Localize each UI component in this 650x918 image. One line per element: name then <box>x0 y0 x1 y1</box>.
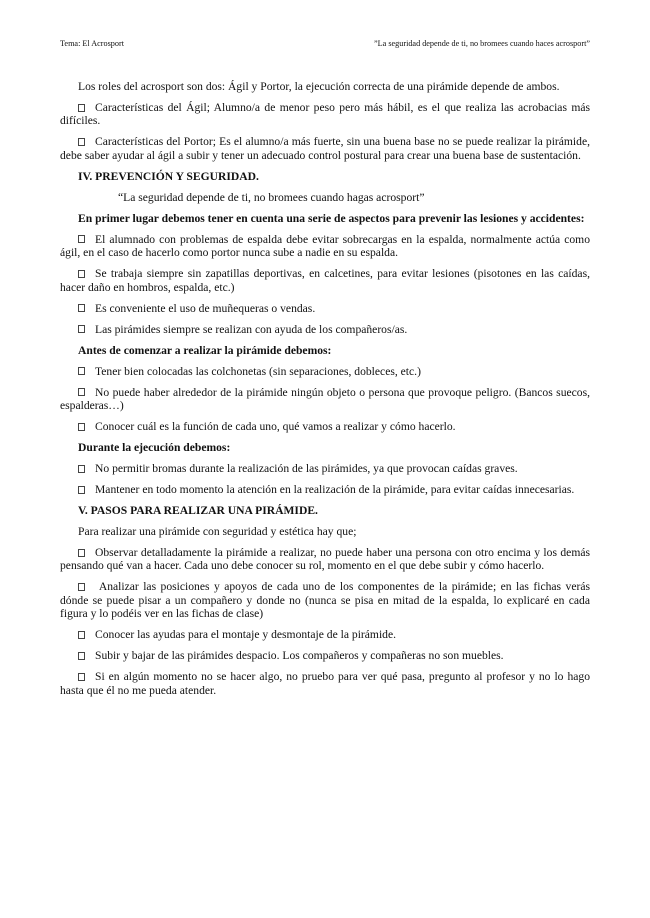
list-item: Subir y bajar de las pirámides despacio. Los compañeros y compañeras no son muebles. <box>60 649 590 662</box>
checkbox-bullet-icon <box>78 486 85 494</box>
intro-paragraph: En primer lugar debemos tener en cuenta una serie de aspectos para prevenir las lesiones y accidentes: <box>78 211 585 225</box>
checkbox-bullet-icon <box>78 631 85 639</box>
list-item: Observar detalladamente la pirámide a realizar, no puede haber una persona con otro encima y los demás pensando qué van a hacer. Cada uno debe conocer su rol, momento en el que debe subir y cómo hacerlo. <box>60 546 590 573</box>
section-heading-v: V. PASOS PARA REALIZAR UNA PIRÁMIDE. <box>78 504 318 518</box>
list-item: No puede haber alrededor de la pirámide ningún objeto o persona que provoque peligro. (Bancos suecos, espalderas…) <box>60 385 590 413</box>
list-item: Conocer cuál es la función de cada uno, qué vamos a realizar y cómo hacerlo. <box>60 420 590 433</box>
checkbox-bullet-icon <box>78 583 85 591</box>
checkbox-bullet-icon <box>78 549 85 557</box>
list-item: Es conveniente el uso de muñequeras o vendas. <box>60 302 590 315</box>
list-item: No permitir bromas durante la realización de las pirámides, ya que provocan caídas graves. <box>60 462 590 475</box>
subheading-durante: Durante la ejecución debemos: <box>78 441 231 455</box>
header-topic: Tema: El Acrosport <box>60 39 124 48</box>
checkbox-bullet-icon <box>78 388 85 396</box>
checkbox-bullet-icon <box>78 423 85 431</box>
checkbox-bullet-icon <box>78 673 85 681</box>
list-item: Se trabaja siempre sin zapatillas deportivas, en calcetines, para evitar lesiones (pisotones en las caídas, hacer daño en hombros, espalda, etc.) <box>60 267 590 294</box>
checkbox-bullet-icon <box>78 465 85 473</box>
list-item: Si en algún momento no se hacer algo, no pruebo para ver qué pasa, pregunto al profesor y no lo hago hasta que él no me pueda atender. <box>60 670 590 697</box>
checkbox-bullet-icon <box>78 138 85 146</box>
paragraph-roles: Los roles del acrosport son dos: Ágil y Portor, la ejecución correcta de una pirámide depende de ambos. <box>78 80 560 93</box>
checkbox-bullet-icon <box>78 367 85 375</box>
header-motto: ”La seguridad depende de ti, no bromees cuando haces acrosport” <box>374 39 590 48</box>
list-item: Las pirámides siempre se realizan con ayuda de los compañeros/as. <box>60 323 590 336</box>
checkbox-bullet-icon <box>78 304 85 312</box>
section-heading-iv: IV. PREVENCIÓN Y SEGURIDAD. <box>78 169 259 183</box>
document-body <box>60 80 590 705</box>
checkbox-bullet-icon <box>78 325 85 333</box>
checkbox-bullet-icon <box>78 235 85 243</box>
list-item: Analizar las posiciones y apoyos de cada uno de los componentes de la pirámide; en las fichas verás dónde se puede pisar a un compañero y donde no (nunca se pisa en mitad de la espalda, lo explicaré en cada figura y lo podéis ver en las fichas de clase) <box>60 580 590 621</box>
list-item: Tener bien colocadas las colchonetas (sin separaciones, dobleces, etc.) <box>60 365 590 378</box>
checkbox-bullet-icon <box>78 652 85 660</box>
checkbox-bullet-icon <box>78 270 85 278</box>
list-item: Mantener en todo momento la atención en la realización de la pirámide, para evitar caídas innecesarias. <box>60 483 590 496</box>
checkbox-bullet-icon <box>78 104 85 112</box>
paragraph-pasos: Para realizar una pirámide con seguridad y estética hay que; <box>78 525 357 539</box>
paragraph-agil: Características del Ágil; Alumno/a de menor peso pero más hábil, es el que realiza las acrobacias más difíciles. <box>60 101 590 128</box>
subheading-antes: Antes de comenzar a realizar la pirámide debemos: <box>78 343 332 357</box>
list-item: El alumnado con problemas de espalda debe evitar sobrecargas en la espalda, normalmente actúa como ágil, en el caso de hacerlo como portor nunca sube a nadie en su espalda. <box>60 232 590 260</box>
safety-quote: “La seguridad depende de ti, no bromees cuando hagas acrosport” <box>118 190 425 204</box>
paragraph-portor: Características del Portor; Es el alumno/a más fuerte, sin una buena base no se puede realizar la pirámide, debe saber ayudar al ágil a subir y tener un adecuado control postural para crear una buena base de sustentación. <box>60 135 590 162</box>
list-item: Conocer las ayudas para el montaje y desmontaje de la pirámide. <box>60 628 590 641</box>
